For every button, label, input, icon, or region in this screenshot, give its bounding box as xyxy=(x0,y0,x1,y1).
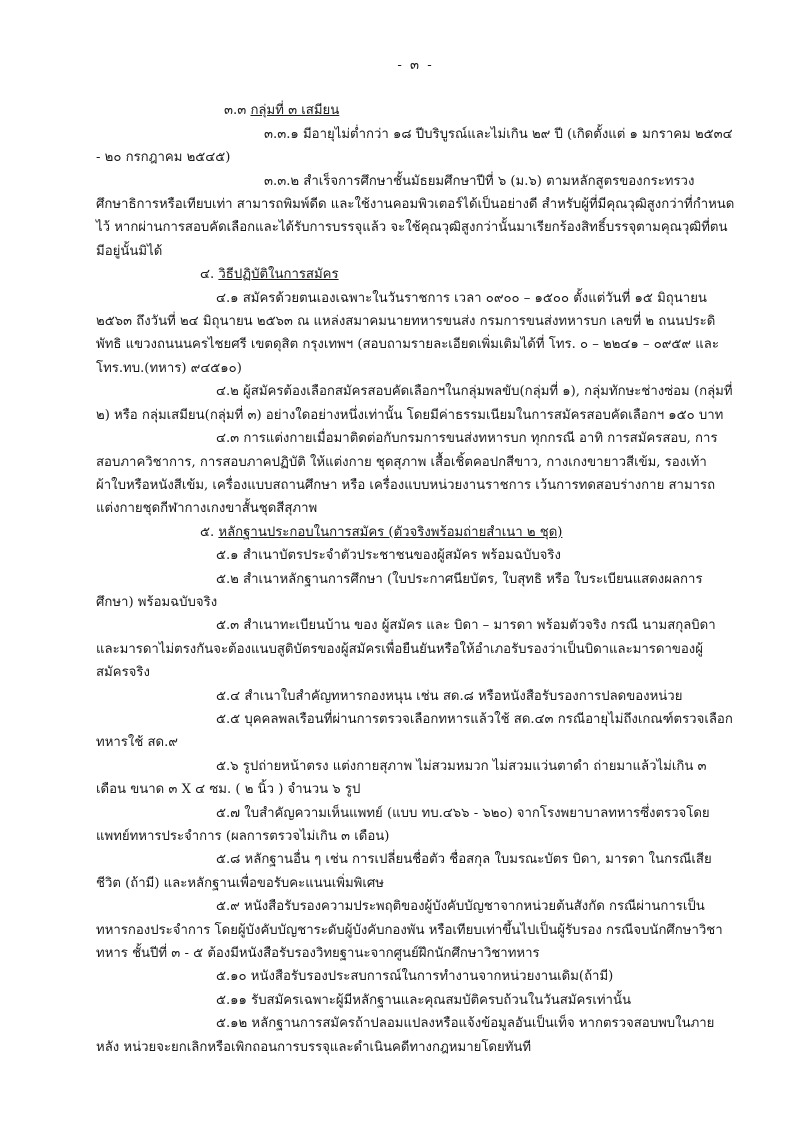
paragraph-5-9: ๕.๙ หนังสือรับรองความประพฤติของผู้บังคับบัญชาจากหน่วยต้นสังกัด กรณีผ่านการเป็นทหารกองประจำการ โดยผู้บังคับบัญชาระดับผู้บังคับกองพัน หรือเทียบเท่าขึ้นไปเป็นผู้รับรอง กรณีจบนักศึกษาวิชาทหาร ชั้นปีที่ ๓ - ๕ ต้องมีหนังสือรับรองวิทยฐานะจากศูนย์ฝึกนักศึกษาวิชาทหาร xyxy=(96,899,723,962)
section-title: หลักฐานประกอบในการสมัคร (ตัวจริงพร้อมถ่ายสำเนา ๒ ชุด) xyxy=(218,524,563,540)
section-5-heading xyxy=(96,521,735,544)
paragraph-5-5: ๕.๕ บุคคลพลเรือนที่ผ่านการตรวจเลือกทหารแล้วใช้ สด.๔๓ กรณีอายุไม่ถึงเกณฑ์ตรวจเลือกทหารใช้ สด.๙ xyxy=(96,711,733,751)
section-3-3-heading xyxy=(96,99,735,122)
paragraph-3-3-2: ๓.๓.๒ สำเร็จการศึกษาชั้นมัธยมศึกษาปีที่ ๖ (ม.๖) ตามหลักสูตรของกระทรวงศึกษาธิการหรือเทียบเท่า สามารถพิมพ์ดีด และใช้งานคอมพิวเตอร์ได้เป็นอย่างดี สำหรับผู้ที่มีคุณวุฒิสูงกว่าที่กำหนดไว้ หากผ่านการสอบคัดเลือกและได้รับการบรรจุแล้ว จะใช้คุณวุฒิสูงกว่านั้นมาเรียกร้องสิทธิ์บรรจุตามคุณวุฒิที่ตนมีอยู่นั้นมิได้ xyxy=(96,173,735,259)
paragraph-4-3: ๔.๓ การแต่งกายเมื่อมาติดต่อกับกรมการขนส่งทหารบก ทุกกรณี อาทิ การสมัครสอบ, การสอบภาควิชาการ, การสอบภาคปฏิบัติ ให้แต่งกาย ชุดสุภาพ เสื้อเชิ้ตคอปกสีขาว, กางเกงขายาวสีเข้ม, รองเท้าผ้าใบหรือหนังสีเข้ม, เครื่องแบบสถานศึกษา หรือ เครื่องแบบหน่วยงานราชการ เว้นการทดสอบร่างกาย สามารถแต่งกายชุดกีฬากางเกงขาสั้นชุดสีสุภาพ xyxy=(96,431,718,517)
paragraph-5-7: ๕.๗ ใบสำคัญความเห็นแพทย์ (แบบ ทบ.๔๖๖ - ๖๒๐) จากโรงพยาบาลทหารซึ่งตรวจโดยแพทย์ทหารประจำการ (ผลการตรวจไม่เกิน ๓ เดือน) xyxy=(96,805,710,844)
paragraph-5-4: ๕.๔ สำเนาใบสำคัญทหารกองหนุน เช่น สด.๘ หรือหนังสือรับรองการปลดของหน่วย xyxy=(216,688,683,704)
paragraph-5-1: ๕.๑ สำเนาบัตรประจำตัวประชาชนของผู้สมัคร พร้อมฉบับจริง xyxy=(216,548,561,564)
paragraph-5-6: ๕.๖ รูปถ่ายหน้าตรง แต่งกายสุภาพ ไม่สวมหมวก ไม่สวมแว่นตาดำ ถ่ายมาแล้วไม่เกิน ๓ เดือน ขนาด ๓ X ๔ ซม. ( ๒ นิ้ว ) จำนวน ๖ รูป xyxy=(96,758,707,798)
paragraph-5-11: ๕.๑๑ รับสมัครเฉพาะผู้มีหลักฐานและคุณสมบัติครบถ้วนในวันสมัครเท่านั้น xyxy=(216,992,631,1008)
paragraph-5-12: ๕.๑๒ หลักฐานการสมัครถ้าปลอมแปลงหรือแจ้งข้อมูลอันเป็นเท็จ หากตรวจสอบพบในภายหลัง หน่วยจะยกเลิกหรือเพิกถอนการบรรจุและดำเนินคดีทางกฎหมายโดยทันที xyxy=(96,1016,715,1055)
paragraph-5-3: ๕.๓ สำเนาทะเบียนบ้าน ของ ผู้สมัคร และ บิดา – มารดา พร้อมตัวจริง กรณี นามสกุลบิดาและมารดาไม่ตรงกันจะต้องแนบสูติบัตรของผู้สมัครเพื่อยืนยันหรือให้อำเภอรับรองว่าเป็นบิดาและมารดาของผู้สมัครจริง xyxy=(96,618,716,681)
paragraph-5-8: ๕.๘ หลักฐานอื่น ๆ เช่น การเปลี่ยนชื่อตัว ชื่อสกุล ใบมรณะบัตร บิดา, มารดา ในกรณีเสียชีวิต (ถ้ามี) และหลักฐานเพื่อขอรับคะแนนเพิ่มพิเศษ xyxy=(96,852,712,891)
paragraph-3-3-1: ๓.๓.๑ มีอายุไม่ต่ำกว่า ๑๘ ปีบริบูรณ์และไม่เกิน ๒๙ ปี (เกิดตั้งแต่ ๑ มกราคม ๒๕๓๔ - ๒๐ กรกฎาคม ๒๕๔๕) xyxy=(96,126,733,166)
page-number: - ๓ - xyxy=(397,58,434,73)
section-number: ๔. xyxy=(200,267,215,283)
section-number: ๕. xyxy=(200,524,215,540)
section-title: กลุ่มที่ ๓ เสมียน xyxy=(250,103,340,119)
paragraph-4-1: ๔.๑ สมัครด้วยตนเองเฉพาะในวันราชการ เวลา ๐๙๐๐ – ๑๕๐๐ ตั้งแต่วันที่ ๑๕ มิถุนายน ๒๕๖๓ ถึงวันที่ ๒๔ มิถุนายน ๒๕๖๓ ณ แหล่งสมาคมนายทหารขนส่ง กรมการขนส่งทหารบก เลขที่ ๒ ถนนประดิพัทธิ แขวงถนนนครไชยศรี เขตดุสิต กรุงเทพฯ (สอบถามรายละเอียดเพิ่มเติมได้ที่ โทร. ๐ – ๒๒๔๑ – ๐๙๕๙ และ โทร.ทบ.(ทหาร) ๙๔๕๑๐) xyxy=(96,290,719,376)
paragraph-5-10: ๕.๑๐ หนังสือรับรองประสบการณ์ในการทำงานจากหน่วยงานเดิม(ถ้ามี) xyxy=(216,969,614,985)
section-number: ๓.๓ xyxy=(224,103,247,119)
paragraph-5-2: ๕.๒ สำเนาหลักฐานการศึกษา (ใบประกาศนียบัตร, ใบสุทธิ หรือ ใบระเบียนแสดงผลการศึกษา) พร้อมฉบับจริง xyxy=(96,571,703,610)
section-4-heading xyxy=(96,263,735,286)
section-title: วิธีปฏิบัติในการสมัคร xyxy=(218,267,339,283)
paragraph-4-2: ๔.๒ ผู้สมัครต้องเลือกสมัครสอบคัดเลือกฯในกลุ่มพลขับ(กลุ่มที่ ๑), กลุ่มทักษะช่างซ่อม (กลุ่มที่ ๒) หรือ กลุ่มเสมียน(กลุ่มที่ ๓) อย่างใดอย่างหนึ่งเท่านั้น โดยมีค่าธรรมเนียมในการสมัครสอบคัดเลือกฯ ๑๕๐ บาท xyxy=(96,384,733,423)
